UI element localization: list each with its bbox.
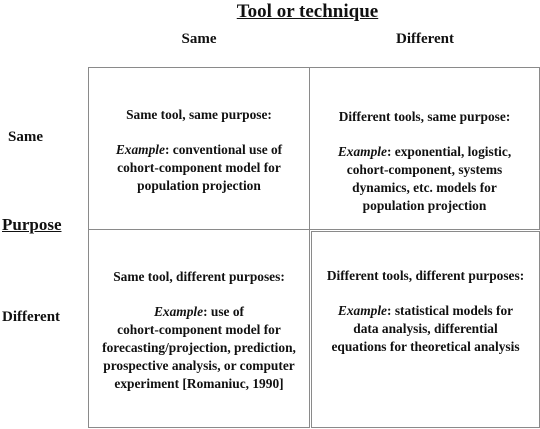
example-label: Example (115, 142, 165, 157)
column-header-same: Same (181, 31, 217, 47)
quadrant-heading: Same tool, different purposes: (113, 269, 285, 284)
example-text: : conventional use of cohort-component model for population projection (117, 142, 283, 193)
quadrant-example (116, 141, 282, 195)
example-label: Example (337, 144, 387, 159)
example-text: : use of cohort-component model for forecasting/projection, prediction, prospective analysis, or computer experiment [Romaniuc, 1990] (102, 304, 296, 391)
quadrant-example (338, 143, 511, 215)
quadrant-different-tools-different-purposes (311, 231, 540, 428)
row-header-different: Different (2, 309, 61, 325)
quadrant-heading: Different tools, different purposes: (326, 268, 525, 283)
example-label: Example (153, 304, 204, 319)
purpose-axis-label: Purpose (2, 215, 62, 234)
quadrant-heading: Same tool, same purpose: (126, 107, 272, 122)
column-header-different: Different (395, 31, 455, 47)
quadrant-same-tool-same-purpose (88, 67, 310, 230)
example-label: Example (337, 303, 388, 318)
quadrant-example (102, 303, 296, 393)
row-header-same: Same (8, 129, 43, 145)
quadrant-example (331, 302, 519, 356)
tool-or-technique-title: Tool or technique (236, 1, 379, 22)
example-text: : exponential, logistic, cohort-component, systems dynamics, etc. models for population projection (346, 144, 512, 213)
quadrant-same-tool-different-purposes (88, 229, 310, 428)
example-text: : statistical models for data analysis, differential equations for theoretical analysis (331, 303, 520, 354)
quadrant-different-tools-same-purpose (309, 67, 540, 230)
quadrant-heading: Different tools, same purpose: (338, 109, 511, 124)
